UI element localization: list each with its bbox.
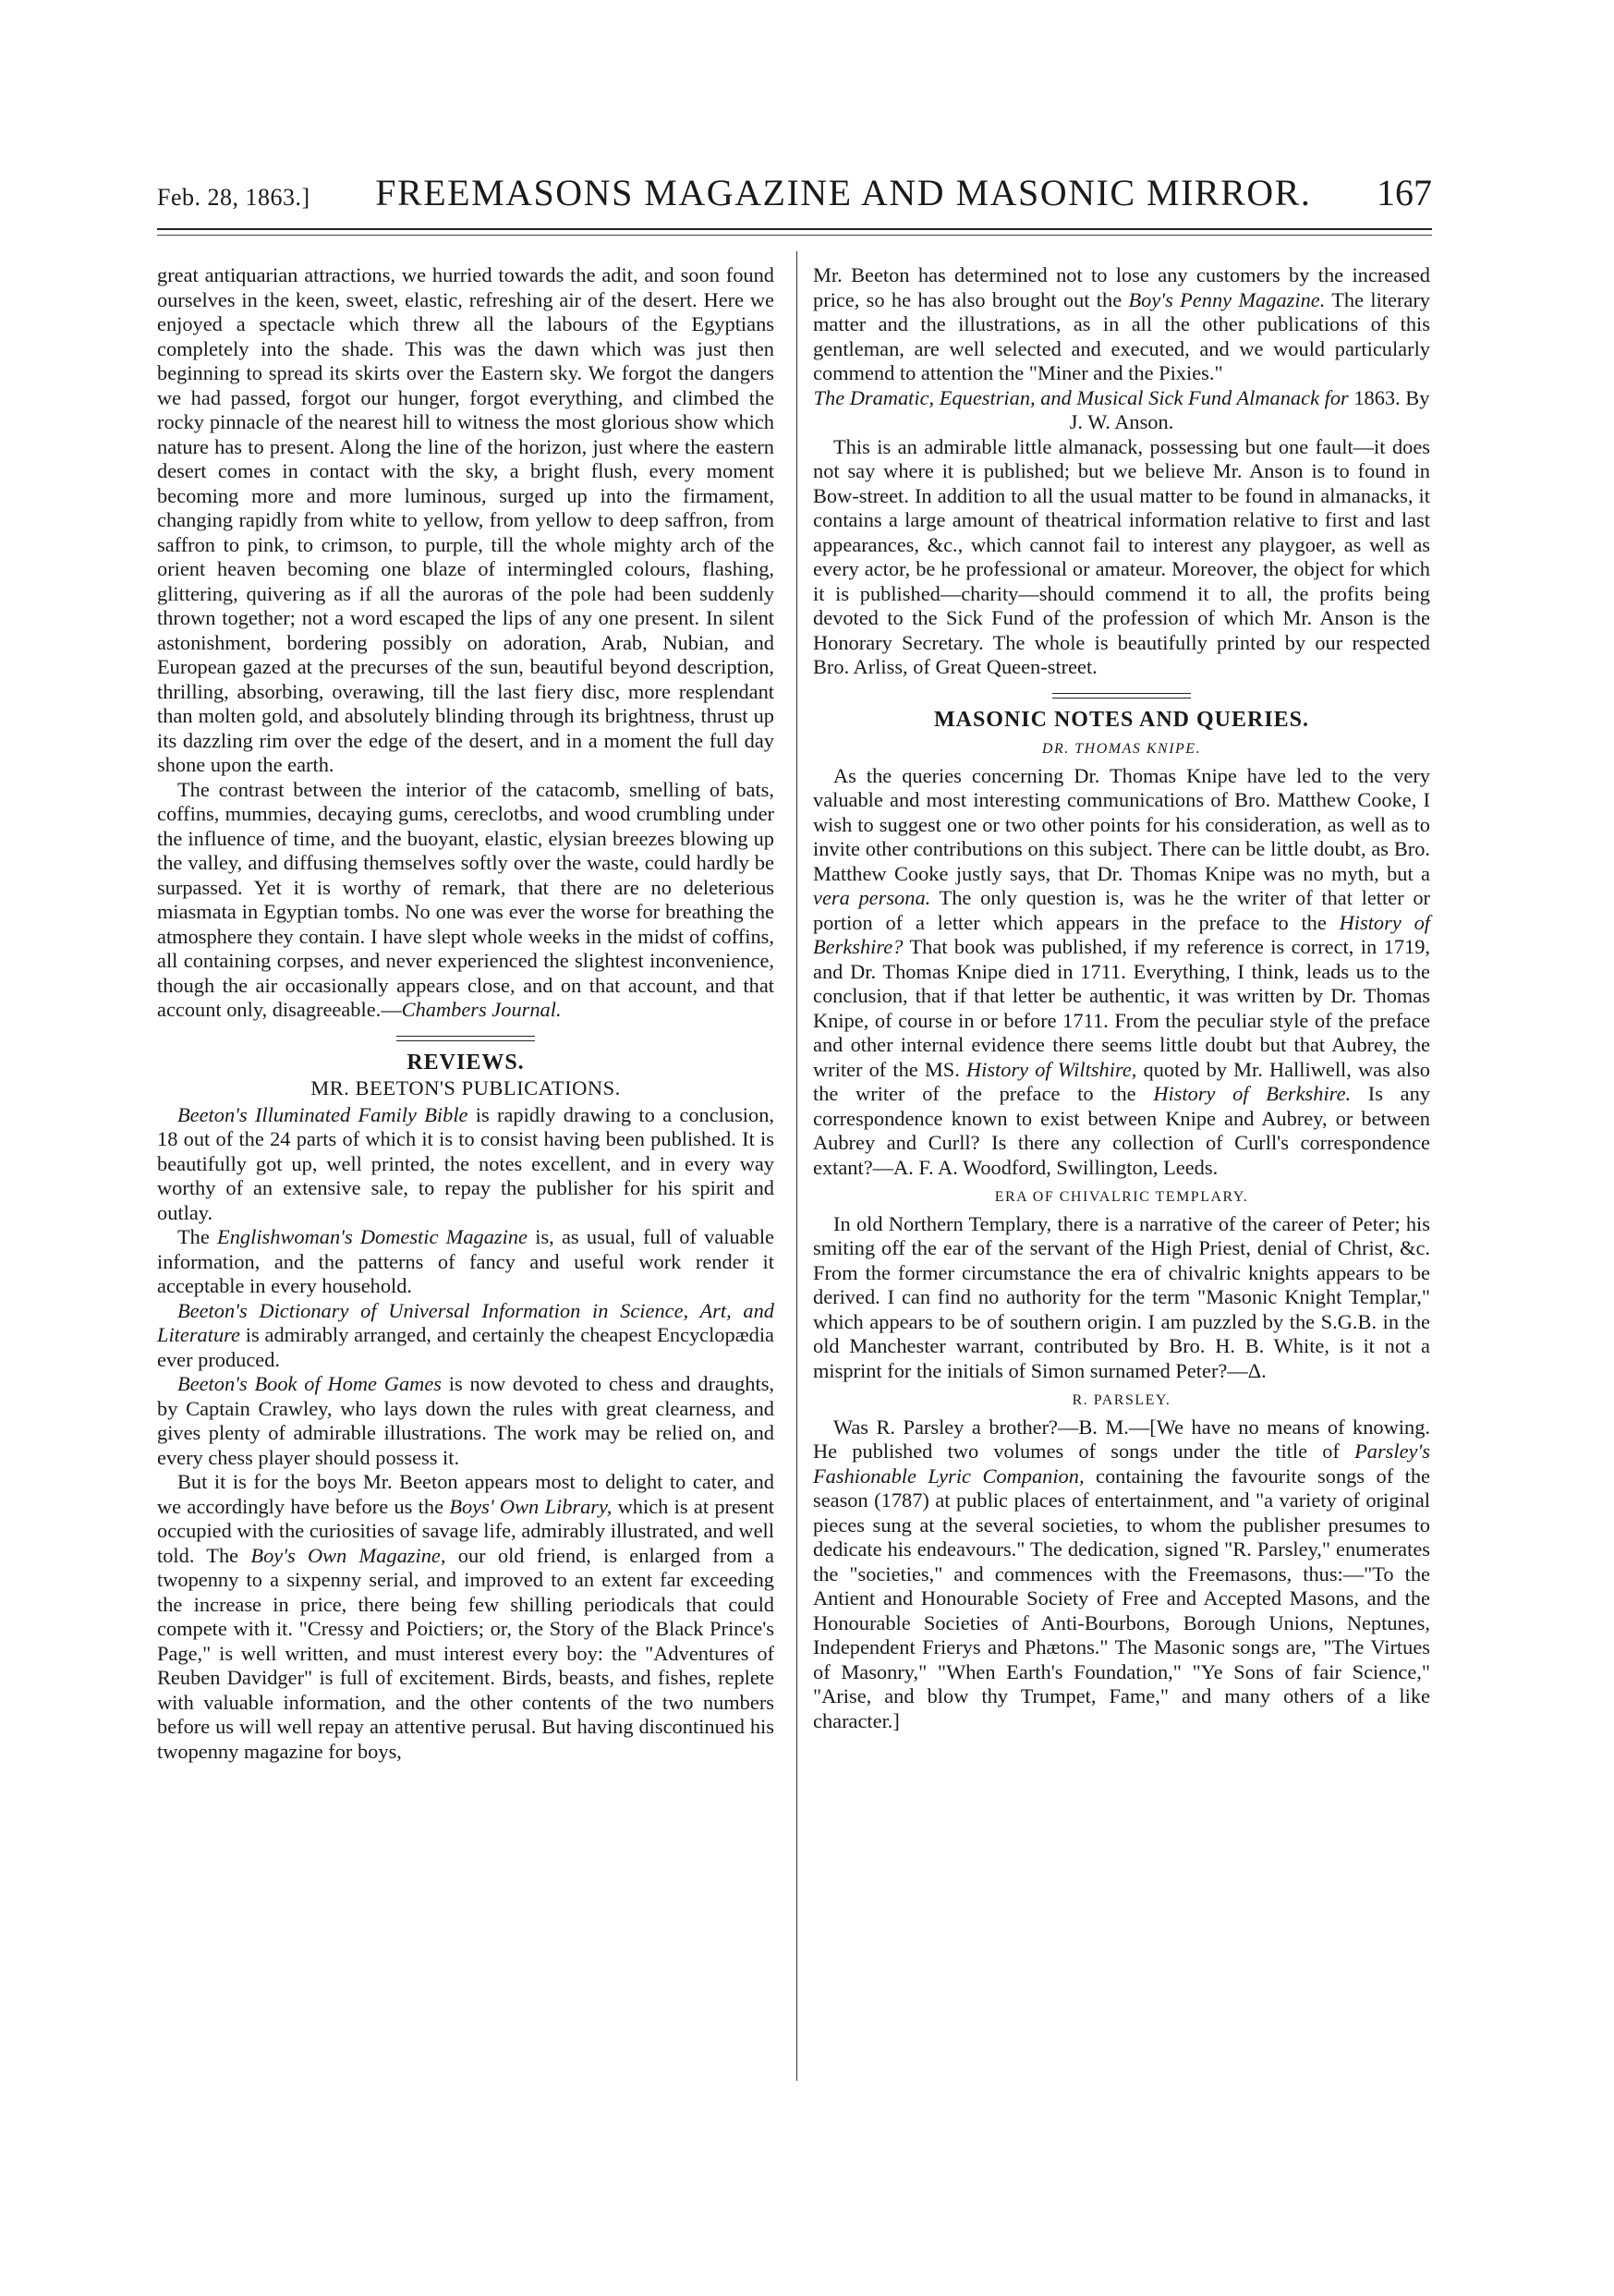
review-paragraph: [813, 263, 1430, 386]
review-title: Englishwoman's Domestic Magazine: [217, 1225, 528, 1248]
review-title: Beeton's Illuminated Family Bible: [177, 1102, 468, 1126]
query-paragraph: [813, 1415, 1430, 1734]
query-italic: Parsley's Fashionable Lyric Companion,: [813, 1440, 1430, 1488]
review-title: Boy's Own Magazine,: [250, 1543, 446, 1567]
review-paragraph: This is an admirable little almanack, possessing but one fault—it does not say where it is published; but we believe Mr. Anson is to found in Bow-street. In addition to all the usual matter to be found in almanacks, it contains a large amount of theatrical information relative to first and last appearances, &c., which cannot fail to interest any playgoer, as well as every actor, be he professional or amateur. Moreover, the object for which it is published—charity—should commend it to all, the profits being devoted to the Sick Fund of the profession of which Mr. Anson is the Honorary Secretary. The whole is beautifully printed by our respected Bro. Arliss, of Great Queen-street.: [813, 434, 1430, 678]
review-paragraph: [157, 1103, 774, 1226]
review-text: which is at present occupied with the curiosities of savage life, admirably illustrated, and well told. The: [157, 1494, 774, 1567]
reviews-subheading: MR. BEETON'S PUBLICATIONS.: [310, 1076, 621, 1099]
issue-date: Feb. 28, 1863.]: [157, 184, 310, 211]
review-text: is admirably arranged, and certainly the cheapest Encyclopædia ever produced.: [157, 1323, 774, 1371]
review-paragraph: [157, 1299, 774, 1373]
query-text: That book was published, if my reference is correct, in 1719, and Dr. Thomas Knipe died in 1711. Everything, I think, leads us to the conclusion, that if that letter be authentic, it was written by Dr. Thomas Knipe, of course in or before 1711. From the peculiar style of the preface and other internal evidence there seems little doubt but that Aubrey, the writer of the MS.: [813, 935, 1430, 1081]
article-paragraph: [157, 778, 774, 1023]
header-rule-thin: [157, 235, 1432, 236]
review-text: is now devoted to chess and draughts, by Captain Crawley, who lays down the rules with great clearness, and gives plenty of admirable illustrations. The work may be relied on, and every chess player should possess it.: [157, 1372, 774, 1469]
reviews-heading: REVIEWS.: [407, 1050, 525, 1075]
column-divider: [796, 251, 797, 2081]
query-italic: History of Berkshire.: [1153, 1082, 1352, 1105]
review-title: Boy's Penny Magazine.: [1128, 287, 1326, 311]
review-text: our old friend, is enlarged from a twopenny to a sixpenny serial, and improved to an extent far exceeding the increase in price, there being few shilling periodicals that could compete with it. "Cressy and Poictiers; or, the Story of the Black Prince's Page," is well written, and must interest every boy: the "Adventures of Reuben Davidger" is full of excitement. Birds, beasts, and fishes, replete with valuable information, and the other contents of the two numbers before us will well repay an attentive perusal. But having discontinued his twopenny magazine for boys,: [157, 1543, 774, 1763]
review-title: The Dramatic, Equestrian, and Musical Sick Fund Almanack for: [813, 385, 1349, 409]
article-paragraph: great antiquarian attractions, we hurried towards the adit, and soon found ourselves in the keen, sweet, elastic, refreshing air of the desert. Here we enjoyed a spectacle which threw all the labours of the Egyptians completely into the shade. This was the dawn which was just then beginning to spread its skirts over the Eastern sky. We forgot the dangers we had passed, forgot our hunger, forgot everything, and climbed the rocky pinnacle of the nearest hill to witness the most glorious show which nature has to present. Along the line of the horizon, just where the eastern desert comes in contact with the sky, a bright flush, every moment becoming more and more luminous, surged up into the firmament, changing rapidly from white to yellow, from yellow to deep saffron, from saffron to pink, to crimson, to purple, till the whole mighty arch of the orient heaven becoming one blaze of intermingled colours, flashing, glittering, quivering as if all the auroras of the pole had been suddenly thrown together; not a word escaped the lips of any one present. In silent astonishment, bordering possibly on adoration, Arab, Nubian, and European gazed at the precurses of the sun, beautiful beyond description, thrilling, absorbing, overawing, till the last fiery disc, more resplendant than molten gold, and absolutely blinding through its brightness, thrust up its dazzling rim over the edge of the desert, and in a moment the full day shone upon the earth.: [157, 263, 774, 776]
query-heading: ERA OF CHIVALRIC TEMPLARY.: [994, 1189, 1249, 1205]
page-number: 167: [1376, 172, 1432, 213]
query-text: The only question is, was he the writer of that letter or portion of a letter which appears in the preface to the: [813, 886, 1430, 934]
query-text: containing the favourite songs of the season (1787) at public places of entertainment, and "a variety of original pieces sung at the several societies, to whom the publisher presumes to dedicate his endeavours." The dedication, signed "R. Parsley," enumerates the "societies," and commences with the Freemasons, thus:—"To the Antient and Honourable Society of Free and Accepted Masons, and the Honourable Societies of Anti-Bourbons, Borough Unions, Neptunes, Independent Frierys and Phætons." The Masonic songs are, "The Virtues of Masonry," "When Earth's Foundation," "Ye Sons of fair Science," "Arise, and blow thy Trumpet, Fame," and many others of a like character.]: [813, 1464, 1430, 1732]
review-paragraph: [157, 1470, 774, 1764]
section-separator: [1052, 693, 1191, 699]
header-rule: [157, 228, 1432, 230]
query-italic: History of Wiltshire,: [965, 1057, 1137, 1081]
notes-heading: MASONIC NOTES AND QUERIES.: [933, 707, 1310, 732]
review-title: Beeton's Dictionary of Universal Information in Science, Art, and Literature: [157, 1298, 774, 1346]
review-paragraph: [157, 1372, 774, 1470]
review-text: The literary matter and the illustrations, as in all the other publications of this gentleman, are well selected and executed, and we would particularly commend to attention the "Miner and the Pixies.": [813, 287, 1431, 384]
page-header: [157, 171, 1432, 226]
query-italic: vera persona.: [813, 886, 931, 909]
query-text: quoted by Mr. Halliwell, was also the writer of the preface to the: [813, 1057, 1430, 1105]
left-column: [157, 263, 774, 1764]
query-italic: History of Berkshire?: [813, 910, 1431, 958]
review-text: Mr. Beeton has determined not to lose any customers by the increased price, so he has also brought out the: [813, 263, 1430, 311]
right-column: [813, 263, 1430, 1733]
query-heading: R. PARSLEY.: [1072, 1392, 1171, 1408]
section-separator: [396, 1036, 535, 1041]
review-title: Beeton's Book of Home Games: [177, 1372, 442, 1395]
review-text: is, as usual, full of valuable information, and the patterns of fancy and useful work render it acceptable in every household.: [157, 1225, 774, 1297]
query-text: Was R. Parsley a brother?—B. M.—[We have no means of knowing. He published two volumes of songs under the title of: [813, 1415, 1430, 1463]
almanack-title-line: [813, 386, 1430, 435]
query-text: Is any correspondence known to exist between Knipe and Aubrey, or between Aubrey and Curll? Is there any collection of Curll's correspondence extant?—A. F. A. Woodford, Swillington, Leeds.: [813, 1082, 1430, 1179]
masthead-title: FREEMASONS MAGAZINE AND MASONIC MIRROR.: [375, 172, 1312, 213]
review-paragraph: [157, 1225, 774, 1299]
query-paragraph: In old Northern Templary, there is a narrative of the career of Peter; his smiting off the ear of the servant of the High Priest, denial of Christ, &c. From the former circumstance the era of chivalric knights appears to be derived. I can find no authority for the term "Masonic Knight Templar," which appears to be of southern origin. I am puzzled by the S.G.B. in the old Manchester warrant, contributed by Bro. H. B. White, is it not a misprint for the initials of Simon surnamed Peter?—Δ.: [813, 1211, 1430, 1382]
article-text: The contrast between the interior of the catacomb, smelling of bats, coffins, mummies, decaying gums, cereclotbs, and wood crumbling under the influence of time, and the buoyant, elastic, elysian breezes blowing up the valley, and diffusing themselves softly over the waste, could hardly be surpassed. Yet it is worthy of remark, that there are no deleterious miasmata in Egyptian tombs. No one was ever the worse for breathing the atmosphere they contain. I have slept whole weeks in the midst of coffins, all containing corpses, and never experienced the slightest inconvenience, though the air occasionally appears close, and on that account, and that account only, disagreeable.—: [157, 777, 774, 1021]
query-text: As the queries concerning Dr. Thomas Knipe have led to the very valuable and most interesting communications of Bro. Matthew Cooke, I wish to suggest one or two other points for his consideration, as well as to invite other contributions on this subject. There can be little doubt, as Bro. Matthew Cooke justly says, that Dr. Thomas Knipe was no myth, but a: [813, 763, 1430, 885]
review-text: The: [177, 1225, 218, 1248]
query-paragraph: [813, 764, 1430, 1181]
review-text: But it is for the boys Mr. Beeton appears most to delight to cater, and we accordingly have before us the: [157, 1470, 774, 1518]
query-heading: DR. THOMAS KNIPE.: [1041, 741, 1202, 757]
article-source: Chambers Journal.: [401, 998, 562, 1021]
review-text: is rapidly drawing to a conclusion, 18 out of the 24 parts of which it is to consist having been published. It is beautifully got up, well printed, the notes excellent, and in every way worthy of an extensive sale, to repay the publisher for his spirit and outlay.: [157, 1102, 774, 1224]
review-title: Boys' Own Library,: [449, 1494, 613, 1518]
review-text: 1863. By J. W. Anson.: [1069, 385, 1430, 433]
